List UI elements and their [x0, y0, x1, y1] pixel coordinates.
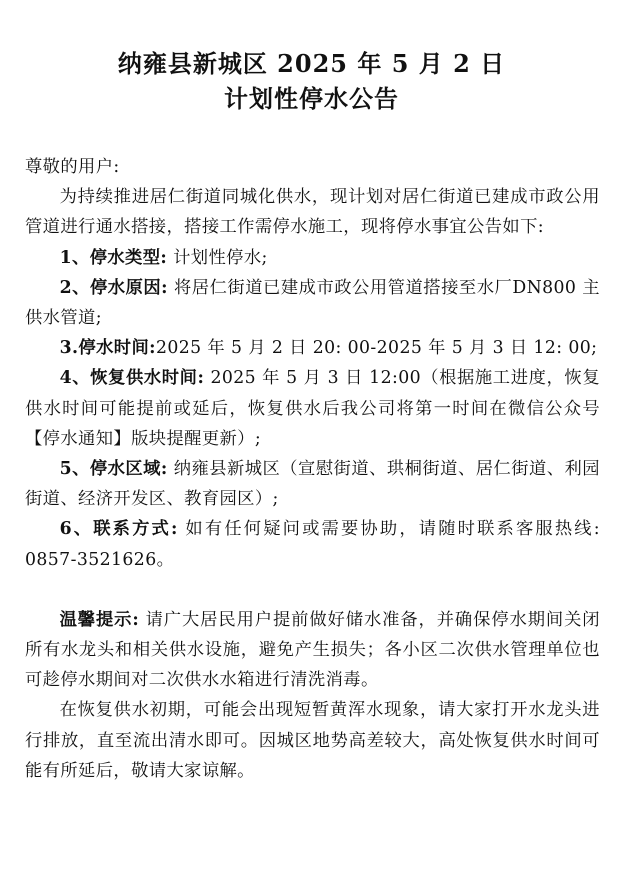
- item-text: 2025 年 5 月 3 日 12:00（根据施工进度，恢复供水时间可能提前或延后，恢复供水后我公司将第一时间在微信公众号【停水通知】版块提醒更新）;: [25, 368, 600, 449]
- item-label: 4、恢复供水时间:: [59, 368, 205, 389]
- tip-text: 请广大居民用户提前做好储水准备，并确保停水期间关闭所有水龙头和相关供水设施，避免产生损失；各小区二次供水管理单位也可趁停水期间对二次供水水箱进行清洗消毒。: [25, 609, 600, 691]
- item-restore-time: [25, 363, 600, 454]
- item-text: 将居仁街道已建成市政公用管道搭接至水厂DN800 主供水管道;: [25, 277, 600, 329]
- spacer: [25, 575, 600, 605]
- item-label: 5、停水区域:: [59, 459, 168, 480]
- item-outage-reason: [25, 273, 600, 333]
- item-label: 6、联系方式:: [59, 519, 178, 540]
- intro-paragraph: 为持续推进居仁街道同城化供水，现计划对居仁街道已建成市政公用管道进行通水搭接，搭接工作需停水施工，现将停水事宜公告如下:: [25, 187, 600, 238]
- item-label: 3.停水时间:: [59, 338, 156, 359]
- warm-tip-paragraph: [25, 605, 600, 696]
- item-text: 计划性停水;: [167, 247, 268, 268]
- item-text: 纳雍县新城区（宣慰街道、珙桐街道、居仁街道、利园街道、经济开发区、教育园区）;: [25, 459, 600, 510]
- notice-title-line-1: 纳雍县新城区 2025 年 5 月 2 日: [117, 49, 506, 78]
- greeting: 尊敬的用户:: [25, 157, 120, 177]
- item-text: 如有任何疑问或需要协助，请随时联系客服热线: 0857-3521626。: [25, 519, 600, 570]
- item-label: 1、停水类型:: [59, 247, 168, 268]
- tip-label: 温馨提示:: [59, 609, 140, 630]
- item-contact: [25, 514, 600, 574]
- item-outage-type: [25, 243, 600, 273]
- item-text: 2025 年 5 月 2 日 20: 00-2025 年 5 月 3 日 12: 00;: [155, 338, 598, 359]
- item-label: 2、停水原因:: [59, 277, 168, 298]
- item-outage-time: [25, 333, 600, 363]
- notice-title-line-2: 计划性停水公告: [224, 84, 399, 113]
- item-outage-area: [25, 454, 600, 514]
- warm-tip-paragraph-2: 在恢复供水初期，可能会出现短暂黄浑水现象，请大家打开水龙头进行排放，直至流出清水即可。因城区地势高差较大，高处恢复供水时间可能有所延后，敬请大家谅解。: [25, 700, 600, 781]
- notice-body: [25, 152, 600, 786]
